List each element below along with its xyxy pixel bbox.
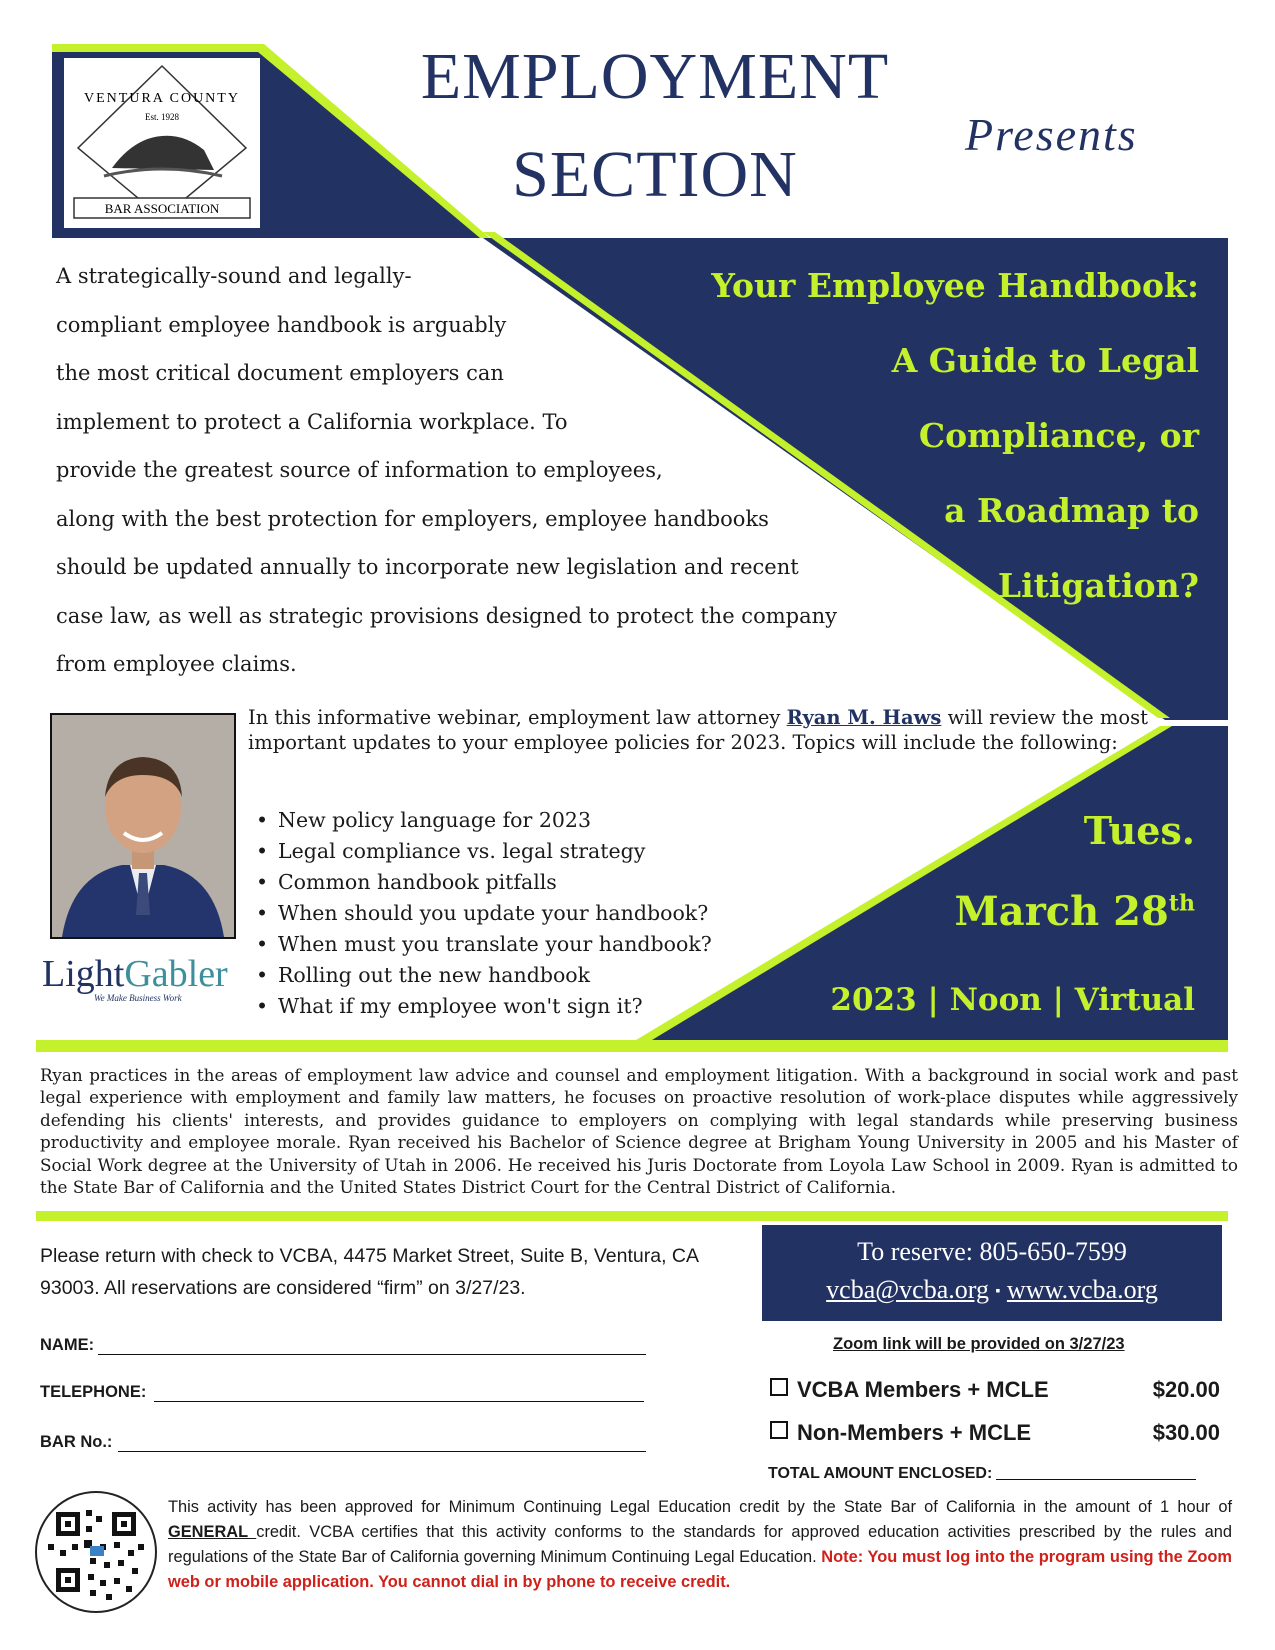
- reserve-website-link[interactable]: www.vcba.org: [1006, 1275, 1158, 1304]
- price-label: Non-Members + MCLE: [797, 1420, 1032, 1445]
- bar-number-label: BAR No.:: [40, 1433, 113, 1451]
- event-title-line: Your Employee Handbook:: [711, 266, 1199, 305]
- price-label: VCBA Members + MCLE: [797, 1377, 1049, 1402]
- event-title-line: Litigation?: [997, 566, 1199, 605]
- lightgabler-gabler: Gabler: [124, 953, 228, 995]
- total-line[interactable]: [996, 1463, 1196, 1480]
- webinar-text-before: In this informative webinar, employment law attorney: [248, 706, 787, 729]
- bar-number-line[interactable]: [118, 1433, 646, 1452]
- zoom-note: Zoom link will be provided on 3/27/23: [833, 1335, 1125, 1353]
- mcle-notice: [168, 1495, 1232, 1595]
- lime-band-2: [36, 1211, 1228, 1221]
- event-date-suffix: th: [1168, 890, 1195, 917]
- reserve-phone: To reserve: 805-650-7599: [857, 1237, 1127, 1266]
- event-date: [735, 888, 1195, 935]
- telephone-field[interactable]: [40, 1383, 146, 1402]
- lime-band-1: [36, 1040, 1228, 1052]
- speaker-bio: Ryan practices in the areas of employment law advice and counsel and employment litigation. With a background in social work and past legal experience with employment and family law matters, he focuses on proactive resolution of work-place disputes while aggressively defending his clients' interests, and provides guidance to employers on complying with legal standards while preserving business productivity and employee morale. Ryan received his Bachelor of Science degree at Brigham Young University in 2005 and his Master of Social Work degree at the University of Utah in 2006. He received his Juris Doctorate from Loyola Law School in 2009. Ryan is admitted to the State Bar of California and the United States District Court for the Central District of California.: [40, 1065, 1238, 1198]
- intro-line: the most critical document employers can: [56, 361, 504, 385]
- speaker-link[interactable]: Ryan M. Haws: [786, 706, 942, 729]
- topic-item: • Legal compliance vs. legal strategy: [252, 836, 712, 867]
- webinar-description: [248, 705, 1148, 755]
- mcle-note: Note: You must log into the program using the Zoom web or mobile application. You cannot dial in by phone to receive credit.: [168, 1548, 1232, 1591]
- logo-arc: VENTURA COUNTY: [84, 91, 240, 106]
- logo-banner: BAR ASSOCIATION: [104, 201, 220, 216]
- event-title-line: a Roadmap to: [944, 491, 1199, 530]
- reserve-contacts: [762, 1271, 1222, 1311]
- price-option-members[interactable]: [770, 1377, 1220, 1403]
- price-option-nonmembers[interactable]: [770, 1420, 1220, 1446]
- checkbox[interactable]: [770, 1378, 788, 1396]
- intro-line: A strategically-sound and legally-: [56, 264, 412, 288]
- event-title-line: Compliance, or: [918, 416, 1199, 455]
- event-day: Tues.: [1083, 808, 1195, 853]
- speaker-photo: [50, 713, 236, 939]
- topic-item: • Common handbook pitfalls: [252, 867, 712, 898]
- name-field[interactable]: [40, 1336, 94, 1355]
- mcle-general: GENERAL: [168, 1523, 257, 1541]
- total-label: TOTAL AMOUNT ENCLOSED:: [768, 1465, 993, 1482]
- lightgabler-tagline: We Make Business Work: [94, 993, 182, 1003]
- webinar-text-after: will review the most important updates to your employee policies for 2023. Topics will include the following:: [248, 706, 1148, 754]
- intro-line: case law, as well as strategic provisions designed to protect the company: [56, 603, 837, 628]
- topic-item: • Rolling out the new handbook: [252, 960, 712, 991]
- price-amount: $20.00: [1152, 1377, 1220, 1402]
- intro-line: should be updated annually to incorporate new legislation and recent: [56, 555, 799, 579]
- lightgabler-light: Light: [42, 953, 125, 995]
- intro-line: implement to protect a California workplace. To: [56, 409, 568, 434]
- section-title-line1: EMPLOYMENT: [420, 40, 890, 113]
- name-label: NAME:: [40, 1336, 95, 1354]
- section-title-line2: SECTION: [512, 138, 798, 211]
- reserve-box: [762, 1225, 1222, 1321]
- intro-line: from employee claims.: [56, 652, 297, 676]
- section-title: [395, 42, 915, 210]
- mcle-text-1: This activity has been approved for Minimum Continuing Legal Education credit by the State Bar of California in the amount of 1 hour of: [168, 1498, 1232, 1516]
- logo-est: Est. 1928: [144, 112, 180, 122]
- intro-line: provide the greatest source of information to employees,: [56, 458, 663, 482]
- reserve-email-link[interactable]: vcba@vcba.org: [826, 1275, 989, 1304]
- price-amount: $30.00: [1152, 1420, 1220, 1445]
- event-title-line: A Guide to Legal: [891, 341, 1199, 380]
- event-month-day: March 28: [954, 888, 1169, 935]
- intro-line: compliant employee handbook is arguably: [56, 312, 507, 337]
- topics-list: [252, 805, 712, 1022]
- total-amount-field[interactable]: [768, 1463, 1196, 1483]
- qr-code[interactable]: [34, 1490, 158, 1614]
- intro-line: along with the best protection for employers, employee handbooks: [56, 506, 769, 531]
- event-title: [639, 248, 1199, 623]
- topic-item: • When must you translate your handbook?: [252, 929, 712, 960]
- bar-number-field[interactable]: [40, 1433, 112, 1452]
- topic-item: • What if my employee won't sign it?: [252, 991, 712, 1022]
- topic-item: • New policy language for 2023: [252, 805, 712, 836]
- mcle-text-2: credit. VCBA certifies that this activity conforms to the standards for approved education activities prescribed by the rules and regulations of the State Bar of California governing Minimum Continuing Legal Education.: [168, 1523, 1232, 1566]
- event-details: 2023 | Noon | Virtual: [830, 982, 1195, 1018]
- telephone-label: TELEPHONE:: [40, 1383, 147, 1401]
- lightgabler-logo: [42, 955, 232, 1003]
- telephone-line[interactable]: [154, 1383, 644, 1402]
- vcba-logo: [64, 58, 260, 228]
- reserve-separator: ▪: [995, 1284, 1001, 1299]
- presents-label: Presents: [965, 109, 1138, 160]
- name-line[interactable]: [98, 1336, 646, 1355]
- return-instructions: Please return with check to VCBA, 4475 Market Street, Suite B, Ventura, CA 93003. All reservations are considered “firm” on 3/27/23.: [40, 1245, 698, 1299]
- topic-item: • When should you update your handbook?: [252, 898, 712, 929]
- checkbox[interactable]: [770, 1421, 788, 1439]
